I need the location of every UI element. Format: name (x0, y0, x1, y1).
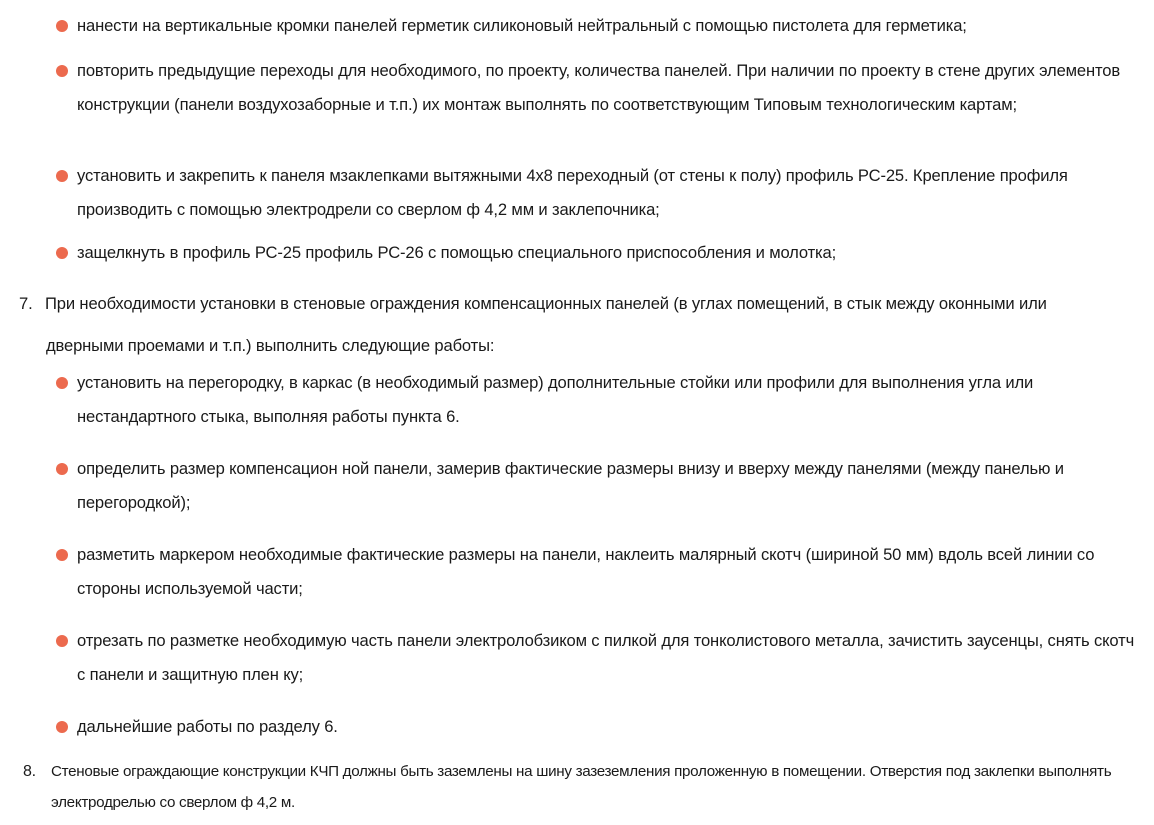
list-item (77, 159, 1142, 227)
list-item-text: нанести на вертикальные кромки панелей герметик силиконовый нейтральный с помощью пистолета для герметика; (77, 16, 967, 35)
numbered-item-text: Стеновые ограждающие конструкции КЧП должны быть заземлены на шину зазеземления проложенную в помещении. Отверстия под заклепки выполнять электродрелью со сверлом ф 4,2 м. (51, 763, 1112, 811)
bullet-dot-icon (56, 635, 68, 647)
bullet-dot-icon (56, 463, 68, 475)
list-item (77, 710, 1137, 744)
list-item (77, 366, 1142, 434)
list-item (77, 624, 1142, 692)
list-item-text: определить размер компенсацион ной панели, замерив фактические размеры внизу и вверху между панелями (между панелью и перегородкой); (77, 459, 1064, 512)
numbered-item-text: При необходимости установки в стеновые ограждения компенсационных панелей (в углах помещений, в стык между оконными или дверными проемами и т.п.) выполнить следующие работы: (45, 294, 1047, 355)
list-item-text: отрезать по разметке необходимую часть панели электролобзиком с пилкой для тонколистового металла, зачистить заусенцы, снять скотч с панели и защитную плен ку; (77, 631, 1135, 684)
item-number: 7. (19, 294, 33, 313)
list-item-text: установить и закрепить к панеля мзаклепками вытяжными 4х8 переходный (от стены к полу) профиль РС-25. Крепление профиля производить с помощью электродрели со сверлом ф 4,2 мм и заклепочника; (77, 166, 1068, 219)
list-item-text: установить на перегородку, в каркас (в необходимый размер) дополнительные стойки или профили для выполнения угла или нестандартного стыка, выполняя работы пункта 6. (77, 373, 1034, 426)
list-item-text: разметить маркером необходимые фактические размеры на панели, наклеить малярный скотч (шириной 50 мм) вдоль всей линии со стороны используемой части; (77, 545, 1095, 598)
bullet-dot-icon (56, 65, 68, 77)
list-item (77, 236, 1137, 270)
list-item (77, 54, 1142, 122)
bullet-dot-icon (56, 721, 68, 733)
bullet-dot-icon (56, 170, 68, 182)
list-item (77, 9, 1137, 43)
bullet-dot-icon (56, 20, 68, 32)
item-number: 8. (23, 763, 36, 780)
list-item (77, 452, 1142, 520)
numbered-item-7 (19, 283, 1126, 367)
list-item-text: защелкнуть в профиль РС-25 профиль РС-26 с помощью специального приспособления и молотка; (77, 243, 837, 262)
bullet-dot-icon (56, 377, 68, 389)
bullet-dot-icon (56, 549, 68, 561)
numbered-item-8 (23, 756, 1121, 818)
list-item-text: повторить предыдущие переходы для необходимого, по проекту, количества панелей. При наличии по проекту в стене других элементов конструкции (панели воздухозаборные и т.п.) их монтаж выполнять по соответствующим Типовым технологическим картам; (77, 61, 1121, 114)
list-item-text: дальнейшие работы по разделу 6. (77, 717, 338, 736)
bullet-dot-icon (56, 247, 68, 259)
list-item (77, 538, 1142, 606)
